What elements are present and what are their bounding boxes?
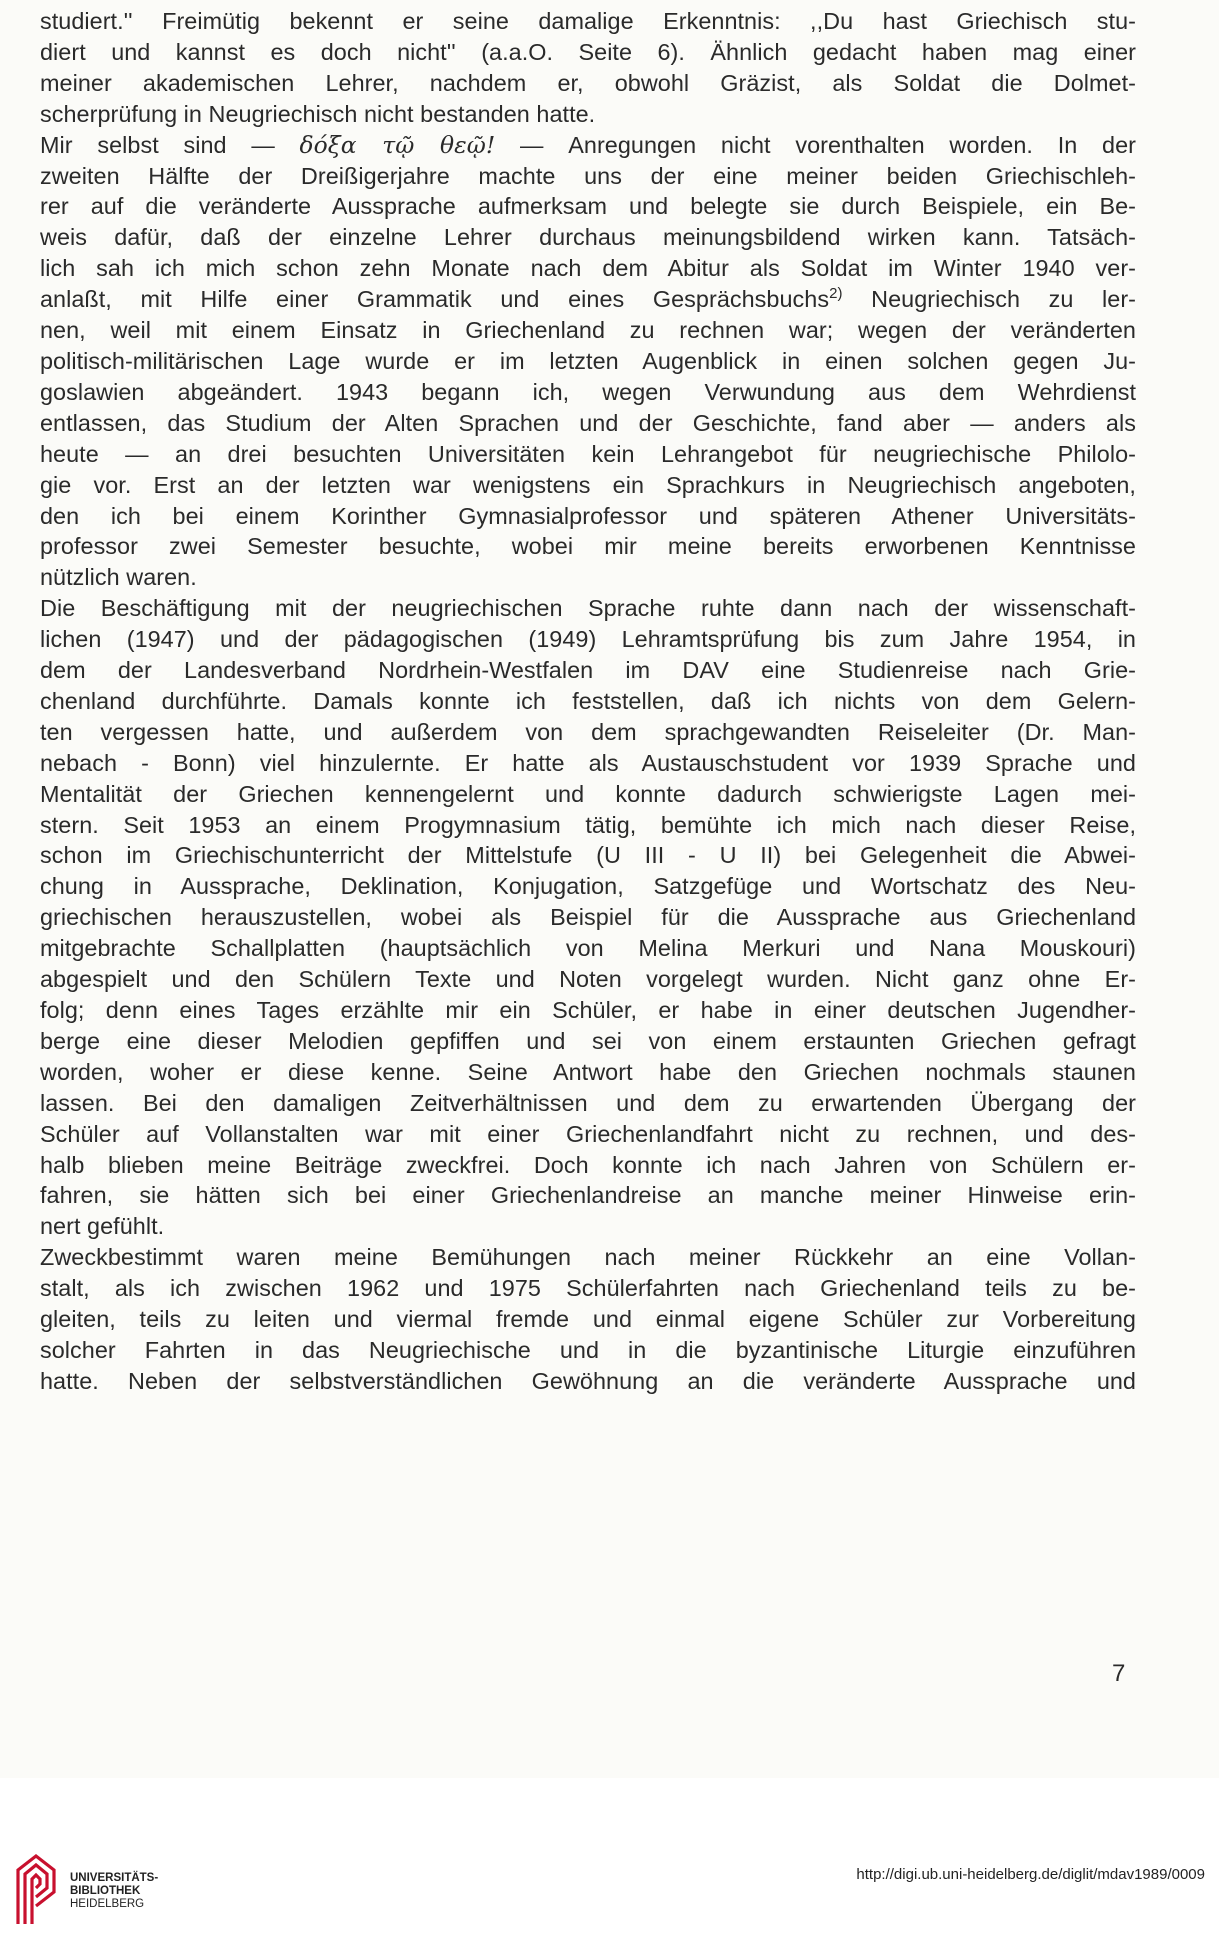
logo-line: HEIDELBERG (70, 1898, 145, 1910)
text-line: meiner akademischen Lehrer, nachdem er, obwohl Gräzist, als Soldat die Dolmet- (40, 69, 1136, 96)
footnote-marker: 2) (829, 285, 843, 303)
paragraph-2 (40, 130, 1136, 594)
text-line: den ich bei einem Korinther Gymnasialprofessor und späteren Athener Universitäts- (40, 502, 1136, 529)
text-line: entlassen, das Studium der Alten Sprachen und der Geschichte, fand aber — anders als (40, 409, 1136, 436)
text-line: rer auf die veränderte Aussprache aufmerksam und belegte sie durch Beispiele, ein Be- (40, 193, 1136, 220)
text-line: Die Beschäftigung mit der neugriechischen Sprache ruhte dann nach der wissenschaft- (40, 595, 1136, 622)
text-line: Zweckbestimmt waren meine Bemühungen nach meiner Rückkehr an eine Vollan- (40, 1244, 1136, 1271)
footer (0, 1778, 1219, 1940)
text-line: chenland durchführte. Damals konnte ich feststellen, daß ich nichts von dem Gelern- (40, 687, 1136, 714)
text-line (40, 284, 1136, 315)
text-line: nützlich waren. (40, 564, 197, 591)
text-line: worden, woher er diese kenne. Seine Antwort habe den Griechen nochmals staunen (40, 1058, 1136, 1085)
text-line: dem der Landesverband Nordrhein-Westfalen im DAV eine Studienreise nach Grie- (40, 657, 1136, 684)
text-line: ten vergessen hatte, und außerdem von dem sprachgewandten Reiseleiter (Dr. Man- (40, 718, 1136, 745)
text-line: Mentalität der Griechen kennengelernt und konnte dadurch schwierigste Lagen mei- (40, 780, 1136, 807)
text-segment: Mir selbst sind — (40, 131, 300, 158)
text-segment: anlaßt, mit Hilfe einer Grammatik und eines Gesprächsbuchs (40, 286, 830, 313)
library-logo-icon (14, 1852, 58, 1926)
library-logo-text (70, 1872, 158, 1911)
text-line: scherprüfung in Neugriechisch nicht bestanden hatte. (40, 100, 596, 127)
text-line: Schüler auf Vollanstalten war mit einer Griechenlandfahrt nicht zu rechnen, und des- (40, 1120, 1136, 1147)
page-number: 7 (1112, 1660, 1126, 1687)
text-line: fahren, sie hätten sich bei einer Griechenlandreise an manche meiner Hinweise erin- (40, 1182, 1136, 1209)
text-line: studiert.'' Freimütig bekennt er seine damalige Erkenntnis: ,,Du hast Griechisch stu- (40, 8, 1136, 34)
logo-line: BIBLIOTHEK (70, 1885, 141, 1897)
text-line: lich sah ich mich schon zehn Monate nach dem Abitur als Soldat im Winter 1940 ver- (40, 255, 1136, 282)
text-line: nert gefühlt. (40, 1213, 165, 1240)
paragraph-3 (40, 593, 1136, 1242)
text-line: hatte. Neben der selbstverständlichen Gewöhnung an die veränderte Aussprache und (40, 1367, 1136, 1394)
text-line: zweiten Hälfte der Dreißigerjahre machte uns der eine meiner beiden Griechischleh- (40, 162, 1136, 189)
text-line: griechischen herauszustellen, wobei als Beispiel für die Aussprache aus Griechenland (40, 904, 1136, 931)
text-line: weis dafür, daß der einzelne Lehrer durchaus meinungsbildend wirken kann. Tatsäch- (40, 224, 1136, 251)
text-line: chung in Aussprache, Deklination, Konjugation, Satzgefüge und Wortschatz des Neu- (40, 873, 1136, 900)
text-line: diert und kannst es doch nicht'' (a.a.O. Seite 6). Ähnlich gedacht haben mag einer (40, 38, 1136, 65)
text-line: politisch-militärischen Lage wurde er im letzten Augenblick in einen solchen gegen Ju- (40, 347, 1136, 374)
text-line: gleiten, teils zu leiten und viermal fremde und einmal eigene Schüler zur Vorbereitung (40, 1306, 1136, 1333)
text-line: berge eine dieser Melodien gepfiffen und sei von einem erstaunten Griechen gefragt (40, 1027, 1136, 1054)
text-line: solcher Fahrten in das Neugriechische und in die byzantinische Liturgie einzuführen (40, 1336, 1136, 1363)
text-segment: Neugriechisch zu ler- (842, 286, 1136, 313)
text-line: mitgebrachte Schallplatten (hauptsächlich von Melina Merkuri und Nana Mouskouri) (40, 935, 1136, 962)
text-line: schon im Griechischunterricht der Mittelstufe (U III - U II) bei Gelegenheit die Abwei- (40, 842, 1136, 869)
text-line: stalt, als ich zwischen 1962 und 1975 Schülerfahrten nach Griechenland teils zu be- (40, 1275, 1136, 1302)
text-line: goslawien abgeändert. 1943 begann ich, wegen Verwundung aus dem Wehrdienst (40, 378, 1136, 405)
text-line: lassen. Bei den damaligen Zeitverhältnissen und dem zu erwartenden Übergang der (40, 1089, 1136, 1116)
text-line: gie vor. Erst an der letzten war wenigstens ein Sprachkurs in Neugriechisch angeboten, (40, 471, 1136, 498)
text-line (40, 130, 1136, 161)
text-line: stern. Seit 1953 an einem Progymnasium tätig, bemühte ich mich nach dieser Reise, (40, 811, 1136, 838)
text-line: nebach - Bonn) viel hinzulernte. Er hatte als Austauschstudent vor 1939 Sprache und (40, 749, 1136, 776)
logo-line: UNIVERSITÄTS- (70, 1872, 159, 1884)
text-line: professor zwei Semester besuchte, wobei mir meine bereits erworbenen Kenntnisse (40, 533, 1136, 560)
text-line: folg; denn eines Tages erzählte mir ein Schüler, er habe in einer deutschen Jugendher- (40, 997, 1136, 1023)
text-line: heute — an drei besuchten Universitäten kein Lehrangebot für neugriechische Philolo- (40, 440, 1136, 467)
paragraph-1 (40, 6, 1136, 130)
text-line: abgespielt und den Schülern Texte und Noten vorgelegt wurden. Nicht ganz ohne Er- (40, 966, 1136, 993)
text-line: halb blieben meine Beiträge zweckfrei. Doch konnte ich nach Jahren von Schülern er- (40, 1151, 1136, 1178)
source-url-link[interactable]: http://digi.ub.uni-heidelberg.de/diglit/mdav1989/0009 (856, 1866, 1205, 1883)
text-segment: — Anregungen nicht vorenthalten worden. In der (495, 131, 1136, 158)
text-line: lichen (1947) und der pädagogischen (1949) Lehramtsprüfung bis zum Jahre 1954, in (40, 626, 1136, 653)
body-text (40, 6, 1136, 1397)
paragraph-4 (40, 1242, 1136, 1397)
text-line: nen, weil mit einem Einsatz in Griechenland zu rechnen war; wegen der veränderten (40, 317, 1136, 344)
greek-phrase: δόξα τῷ θεῷ! (299, 130, 496, 159)
